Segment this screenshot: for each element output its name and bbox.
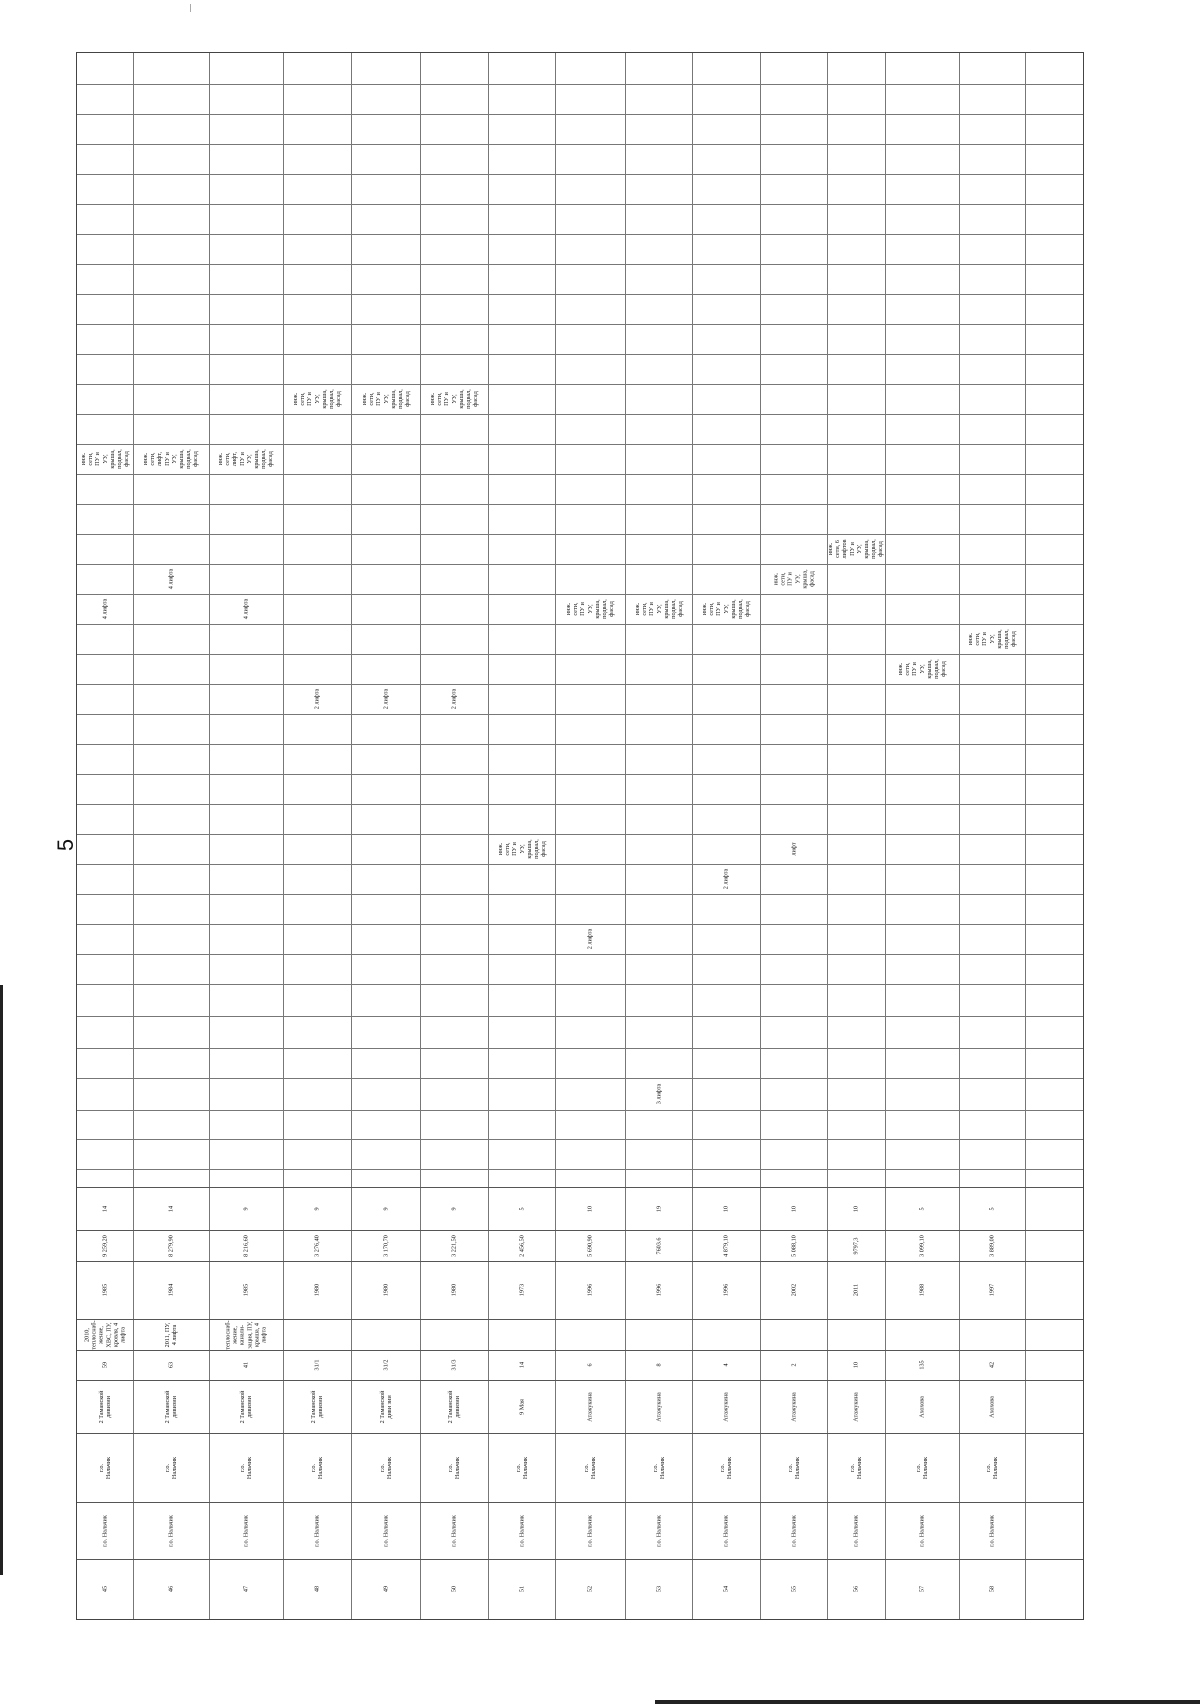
total-area-cell: 8 279,90 [167,1234,175,1257]
locality-cell: г.о. Нальчик [446,1456,461,1479]
table-column-divider [77,834,1083,835]
table-row-divider [959,53,960,1619]
locality-cell: г.о. Нальчик [163,1456,178,1479]
house-number-cell: 135 [918,1360,926,1370]
row-number: 50 [450,1585,458,1593]
row-number: 57 [918,1585,926,1593]
street-cell: 2 Таманской дивизии [309,1390,324,1423]
table-column-divider [77,1350,1083,1351]
total-area-cell: 5 690,90 [586,1234,594,1257]
floors-cell: 14 [101,1205,109,1212]
build-year-cell: 1973 [517,1283,525,1297]
scheduled-work-cell: 2 лифта [722,868,730,890]
locality-cell: г.о. Нальчик [97,1456,112,1479]
total-area-cell: 3 276,40 [313,1234,321,1257]
table-column-divider [77,1110,1083,1111]
table-column-divider [77,624,1083,625]
build-year-cell: 1980 [313,1283,321,1297]
table-column-divider [77,84,1083,85]
house-number-cell: 31/3 [450,1359,458,1371]
scheduled-work-cell: инж. сети, ПУ и УУ, крыша, подвал, фасад [428,389,480,409]
table-row-divider [488,53,489,1619]
street-cell: Атажукина [722,1391,730,1422]
build-year-cell: 1996 [722,1283,730,1297]
total-area-cell: 7603.6 [654,1236,662,1255]
row-number: 46 [167,1585,175,1593]
scheduled-work-cell: инж. сети, ПУ и УУ, крыша, подвал, фасад [896,659,948,679]
table-column-divider [77,1380,1083,1381]
street-cell: 2 Таманской диви зии [378,1390,393,1423]
floors-cell: 10 [789,1205,797,1212]
build-year-cell: 1980 [450,1283,458,1297]
house-number-cell: 6 [586,1363,594,1367]
street-cell: Атажукина [852,1391,860,1422]
scheduled-work-cell: 2 лифта [450,688,458,710]
scheduled-work-cell: 4 лифта [242,598,250,620]
scheduled-work-cell: инж. сети, ПУ и УУ, крыша, подвал, фасад [700,599,752,619]
build-year-cell: 1997 [988,1283,996,1297]
floors-cell: 5 [517,1206,525,1211]
scheduled-work-cell: инж. сети, ПУ и УУ, крыша, подвал, фасад [291,389,343,409]
house-number-cell: 41 [242,1361,250,1369]
street-cell: Ахохова [918,1395,926,1418]
scheduled-work-cell: инж. сети, 6 лифтов ПУ и УУ, крыша, подвал, фасад [827,539,885,559]
row-number: 53 [654,1585,662,1593]
table-column-divider [77,1261,1083,1262]
locality-cell: г.о. Нальчик [582,1456,597,1479]
locality-cell: г.о. Нальчик [238,1456,253,1479]
scheduled-work-cell: инж. сети, ПУ и УУ, крыша, подвал, фасад [496,839,547,859]
floors-cell: 5 [918,1206,926,1211]
street-cell: 9 Мая [517,1398,525,1415]
table-column-divider [77,1169,1083,1170]
scheduled-work-cell: инж. сети, ПУ и УУ, крыша, подвал, фасад [79,449,131,469]
table-column-divider [77,324,1083,325]
floors-cell: 9 [313,1206,321,1211]
municipality-cell: г.о. Нальчик [517,1514,525,1547]
scheduled-work-cell: 4 лифта [167,568,175,590]
total-area-cell: 3 221,50 [450,1234,458,1257]
municipality-cell: г.о. Нальчик [450,1514,458,1547]
locality-cell: г.о. Нальчик [651,1456,666,1479]
total-area-cell: 8 216,60 [242,1234,250,1257]
street-cell: 2 Таманской дивизии [446,1390,461,1423]
table-column-divider [77,264,1083,265]
municipality-cell: г.о. Нальчик [242,1514,250,1547]
house-number-cell: 8 [654,1363,662,1367]
scheduled-work-cell: 3 лифта [654,1083,662,1105]
house-number-cell: 4 [722,1363,730,1367]
table-column-divider [77,1048,1083,1049]
house-number-cell: 59 [101,1361,109,1369]
prior-repairs-cell: 2010, теплоснаб- жение, ХВС, ПУ, кровля, 4 лифта [83,1319,127,1350]
table-row-divider [760,53,761,1619]
build-year-cell: 1996 [586,1283,594,1297]
municipality-cell: г.о. Нальчик [654,1514,662,1547]
street-cell: Ахохова [988,1395,996,1418]
locality-cell: г.о. Нальчик [378,1456,393,1479]
table-column-divider [77,564,1083,565]
house-number-cell: 63 [167,1361,175,1369]
floors-cell: 9 [450,1206,458,1211]
locality-cell: г.о. Нальчик [984,1456,999,1479]
scheduled-work-cell: инж. сети, ПУ и УУ, крыша, подвал, фасад [633,599,684,619]
scan-edge-left [0,985,3,1575]
scheduled-work-cell: инж. сети, ПУ и УУ, крыша, подвал, фасад [360,389,411,409]
row-number: 56 [852,1585,860,1593]
table-column-divider [77,1139,1083,1140]
table-column-divider [77,474,1083,475]
street-cell: Атажукина [654,1391,662,1422]
table-column-divider [77,1559,1083,1560]
prior-repairs-cell: 2011, ПУ, 4 лифта [163,1322,178,1347]
scan-artifact-mark [190,4,191,12]
house-number-cell: 42 [988,1361,996,1369]
total-area-cell: 2 456,50 [517,1234,525,1257]
table-column-divider [77,924,1083,925]
municipality-cell: г.о. Нальчик [852,1514,860,1547]
house-number-cell: 31/2 [381,1359,389,1371]
table-column-divider [77,684,1083,685]
table-row-divider [133,53,134,1619]
row-number: 52 [586,1585,594,1593]
table-column-divider [77,534,1083,535]
table-column-divider [77,654,1083,655]
floors-cell: 10 [586,1205,594,1212]
total-area-cell: 5 088,10 [789,1234,797,1257]
municipality-cell: г.о. Нальчик [167,1514,175,1547]
scheduled-work-cell: инж. сети, ПУ и УУ, крыша, подвал, фасад [966,629,1018,649]
municipality-cell: г.о. Нальчик [722,1514,730,1547]
table-column-divider [77,504,1083,505]
table-column-divider [77,1230,1083,1231]
table-column-divider [77,204,1083,205]
table-column-divider [77,744,1083,745]
table-column-divider [77,984,1083,985]
total-area-cell: 3 099,10 [918,1234,926,1257]
house-number-cell: 10 [852,1361,860,1369]
table-column-divider [77,1433,1083,1434]
table-row-divider [692,53,693,1619]
floors-cell: 10 [852,1205,860,1212]
table-column-divider [77,114,1083,115]
locality-cell: г.о. Нальчик [718,1456,733,1479]
table-column-divider [77,594,1083,595]
table-row-divider [1025,53,1026,1619]
build-year-cell: 2002 [789,1283,797,1297]
locality-cell: г.о. Нальчик [309,1456,324,1479]
table-column-divider [77,1078,1083,1079]
municipality-cell: г.о. Нальчик [381,1514,389,1547]
locality-cell: г.о. Нальчик [914,1456,929,1479]
page-number: 5 [53,838,79,852]
floors-cell: 14 [167,1205,175,1212]
table-column-divider [77,414,1083,415]
table-row-divider [283,53,284,1619]
table-column-divider [77,954,1083,955]
house-number-cell: 31/1 [313,1359,321,1371]
municipality-cell: г.о. Нальчик [586,1514,594,1547]
floors-cell: 19 [654,1205,662,1212]
table-column-divider [77,294,1083,295]
scheduled-work-cell: 2 лифта [313,688,321,710]
table-row-divider [420,53,421,1619]
table-row-divider [827,53,828,1619]
prior-repairs-cell: теплоснаб- жение, канали- зация, ПУ, крыша, 4 лифта [224,1319,268,1350]
municipality-cell: г.о. Нальчик [313,1514,321,1547]
locality-cell: г.о. Нальчик [848,1456,863,1479]
build-year-cell: 1980 [381,1283,389,1297]
table-column-divider [77,444,1083,445]
floors-cell: 10 [722,1205,730,1212]
table-column-divider [77,234,1083,235]
total-area-cell: 3 170,70 [381,1234,389,1257]
scheduled-work-cell: лифт [789,842,797,856]
table-column-divider [77,1016,1083,1017]
total-area-cell: 3 889,00 [988,1234,996,1257]
table-column-divider [77,384,1083,385]
street-cell: Атажукина [789,1391,797,1422]
table-column-divider [77,144,1083,145]
locality-cell: г.о. Нальчик [514,1456,529,1479]
table-column-divider [77,714,1083,715]
row-number: 49 [381,1585,389,1593]
street-cell: 2 Таманской дивизии [163,1390,178,1423]
table-column-divider [77,864,1083,865]
total-area-cell: 9 259,20 [101,1234,109,1257]
row-number: 55 [789,1585,797,1593]
scheduled-work-cell: инж. сети, ПУ и УУ, крыша, подвал, фасад [564,599,616,619]
total-area-cell: 9797,3 [852,1236,860,1255]
table-column-divider [77,774,1083,775]
scheduled-work-cell: 2 лифта [586,928,594,950]
build-year-cell: 1988 [918,1283,926,1297]
floors-cell: 9 [242,1206,250,1211]
street-cell: Атажукина [586,1391,594,1422]
municipality-cell: г.о. Нальчик [101,1514,109,1547]
table-row-divider [351,53,352,1619]
row-number: 48 [313,1585,321,1593]
table-column-divider [77,174,1083,175]
locality-cell: г.о. Нальчик [786,1456,801,1479]
table-row-divider [555,53,556,1619]
row-number: 45 [101,1585,109,1593]
build-year-cell: 1996 [654,1283,662,1297]
row-number: 51 [517,1585,525,1593]
table-column-divider [77,1187,1083,1188]
municipality-cell: г.о. Нальчик [918,1514,926,1547]
municipality-cell: г.о. Нальчик [988,1514,996,1547]
table-row-divider [885,53,886,1619]
table-column-divider [77,354,1083,355]
house-number-cell: 14 [517,1361,525,1369]
table-column-divider [77,804,1083,805]
table-column-divider [77,894,1083,895]
row-number: 47 [242,1585,250,1593]
scan-edge-bottom [655,1700,1200,1704]
floors-cell: 5 [988,1206,996,1211]
row-number: 58 [988,1585,996,1593]
scheduled-work-cell: 4 лифта [101,598,109,620]
house-number-cell: 2 [789,1363,797,1367]
table-row-divider [209,53,210,1619]
street-cell: 2 Таманской дивизии [97,1390,112,1423]
build-year-cell: 2011 [852,1283,860,1297]
row-number: 54 [722,1585,730,1593]
table-column-divider [77,1502,1083,1503]
total-area-cell: 4 879,10 [722,1234,730,1257]
build-year-cell: 1985 [101,1283,109,1297]
scheduled-work-cell: инж. сети, лифт, ПУ и УУ, крыша, подвал, фасад [142,449,200,469]
street-cell: 2 Таманской дивизии [238,1390,253,1423]
scheduled-work-cell: инж. сети, лифт, ПУ и УУ, крыша, подвал, фасад [217,449,275,469]
scheduled-work-cell: инж. сети, ПУ и УУ, крыша, фасад [771,569,815,589]
build-year-cell: 1984 [167,1283,175,1297]
table-row-divider [625,53,626,1619]
municipality-cell: г.о. Нальчик [789,1514,797,1547]
build-year-cell: 1985 [242,1283,250,1297]
scheduled-work-cell: 2 лифта [381,688,389,710]
repair-program-table [76,52,1084,1620]
floors-cell: 9 [381,1206,389,1211]
